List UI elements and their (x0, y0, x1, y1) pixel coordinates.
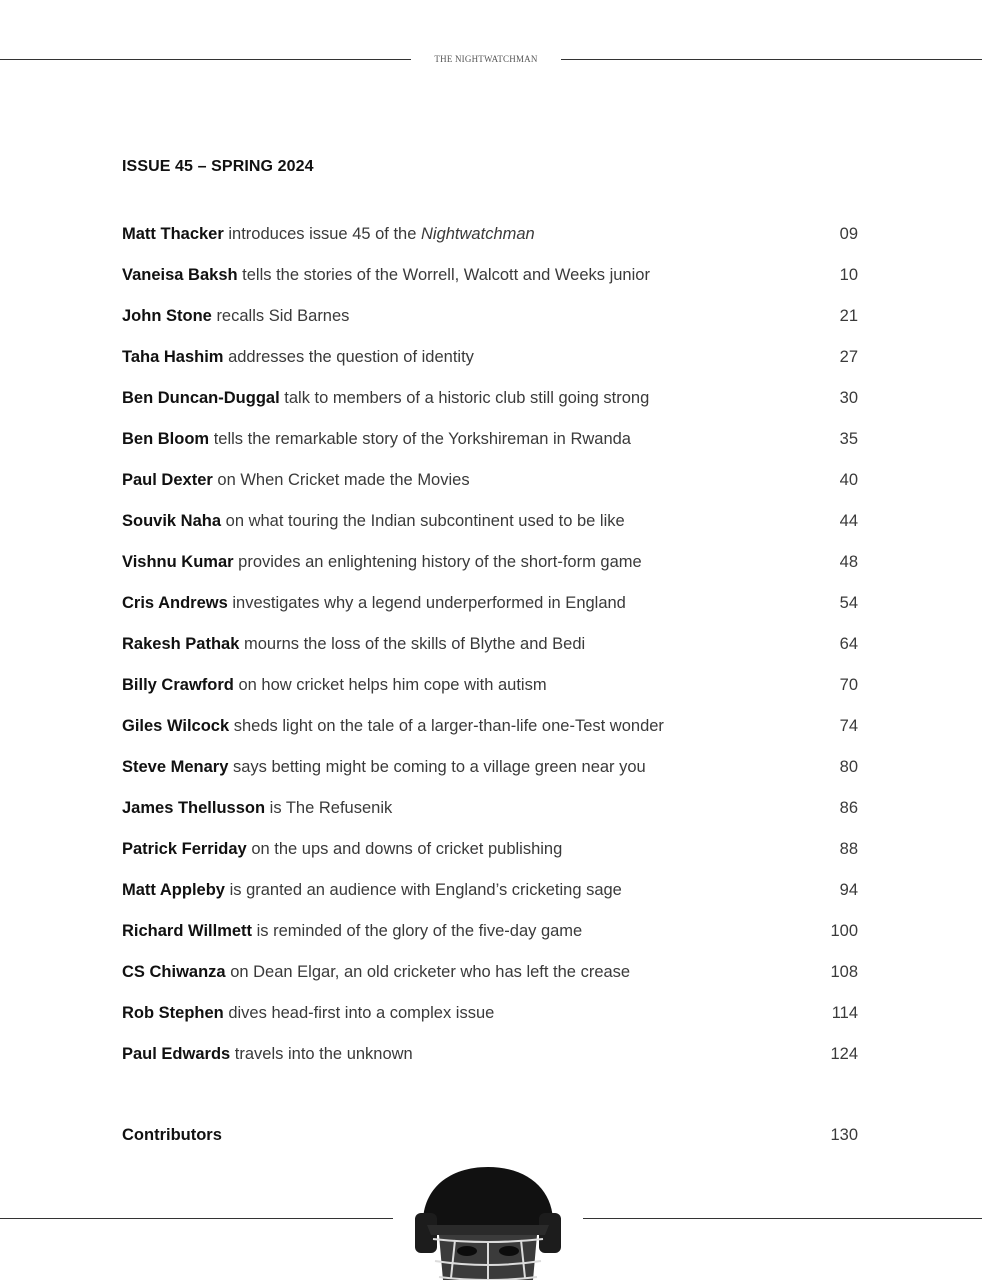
toc-author: Rob Stephen (122, 1004, 224, 1022)
toc-entry (122, 344, 474, 370)
toc-author: Paul Dexter (122, 471, 213, 489)
toc-page-number: 100 (830, 922, 858, 940)
toc-page-number: 48 (839, 553, 858, 571)
toc-author: Matt Thacker (122, 225, 224, 243)
toc-page-number: 44 (839, 512, 858, 530)
toc-entry (122, 1041, 413, 1067)
toc-page-number: 86 (839, 799, 858, 817)
toc-entry (122, 754, 646, 780)
toc-entry (122, 221, 535, 247)
toc-entry (122, 385, 649, 411)
toc-author: Vaneisa Baksh (122, 266, 238, 284)
toc-description: mourns the loss of the skills of Blythe and Bedi (244, 635, 586, 653)
running-header (0, 50, 982, 68)
toc-row[interactable] (122, 631, 858, 672)
toc-description: is granted an audience with England’s cricketing sage (229, 881, 622, 899)
toc-entry (122, 672, 547, 698)
contributors-label: Contributors (122, 1126, 222, 1144)
toc-row[interactable] (122, 590, 858, 631)
toc-row[interactable] (122, 754, 858, 795)
toc-author: Vishnu Kumar (122, 553, 234, 571)
toc-description: travels into the unknown (234, 1045, 413, 1063)
toc-row[interactable] (122, 795, 858, 836)
toc-row[interactable] (122, 549, 858, 590)
toc-description: tells the stories of the Worrell, Walcott and Weeks junior (242, 266, 650, 284)
toc-entry (122, 426, 631, 452)
toc-entry (122, 836, 562, 862)
toc-description: dives head-first into a complex issue (228, 1004, 495, 1022)
toc-row[interactable] (122, 385, 858, 426)
toc-author: CS Chiwanza (122, 963, 226, 981)
helmet-peak (427, 1225, 549, 1235)
batsman-eye-right (499, 1246, 519, 1256)
toc-author: John Stone (122, 307, 212, 325)
toc-author: Giles Wilcock (122, 717, 230, 735)
toc-page-number: 94 (839, 881, 858, 899)
toc-description: recalls Sid Barnes (216, 307, 350, 325)
toc-author: Rakesh Pathak (122, 635, 240, 653)
header-rule-left (0, 59, 411, 60)
toc-row[interactable] (122, 508, 858, 549)
toc-description: provides an enlightening history of the short-form game (238, 553, 642, 571)
toc-row[interactable] (122, 959, 858, 1000)
toc-row[interactable] (122, 221, 858, 262)
toc-description: on Dean Elgar, an old cricketer who has left the crease (230, 963, 631, 981)
toc-description: on what touring the Indian subcontinent used to be like (225, 512, 625, 530)
table-of-contents (122, 221, 858, 1082)
toc-author: Richard Willmett (122, 922, 253, 940)
toc-page-number: 88 (839, 840, 858, 858)
toc-description: says betting might be coming to a village green near you (232, 758, 646, 776)
toc-author: Ben Bloom (122, 430, 210, 448)
contributors-row[interactable] (122, 1122, 858, 1148)
toc-author: Matt Appleby (122, 881, 225, 899)
toc-author: Paul Edwards (122, 1045, 231, 1063)
toc-row[interactable] (122, 344, 858, 385)
toc-page-number: 40 (839, 471, 858, 489)
toc-italic-title: Nightwatchman (421, 225, 535, 243)
toc-description: introduces issue 45 of the (228, 225, 421, 243)
toc-entry (122, 467, 470, 493)
toc-entry (122, 795, 392, 821)
toc-page-number: 64 (839, 635, 858, 653)
toc-page-number: 21 (839, 307, 858, 325)
toc-description: tells the remarkable story of the Yorkshireman in Rwanda (213, 430, 631, 448)
toc-entry (122, 303, 349, 329)
toc-description: on the ups and downs of cricket publishing (251, 840, 563, 858)
toc-page-number: 30 (839, 389, 858, 407)
toc-author: Souvik Naha (122, 512, 222, 530)
toc-row[interactable] (122, 918, 858, 959)
toc-entry (122, 877, 622, 903)
toc-author: James Thellusson (122, 799, 266, 817)
toc-description: addresses the question of identity (228, 348, 474, 366)
toc-row[interactable] (122, 877, 858, 918)
toc-description: sheds light on the tale of a larger-than-life one-Test wonder (233, 717, 664, 735)
toc-row[interactable] (122, 467, 858, 508)
contributors-page-number: 130 (830, 1126, 858, 1144)
batsman-eye-left (457, 1246, 477, 1256)
toc-row[interactable] (122, 303, 858, 344)
toc-page-number: 114 (831, 1004, 858, 1022)
toc-row[interactable] (122, 672, 858, 713)
toc-page-number: 09 (839, 225, 858, 243)
toc-entry (122, 549, 642, 575)
toc-description: investigates why a legend underperformed in England (232, 594, 626, 612)
toc-author: Cris Andrews (122, 594, 228, 612)
toc-entry (122, 713, 664, 739)
toc-entry (122, 1000, 494, 1026)
toc-author: Patrick Ferriday (122, 840, 247, 858)
cricket-helmet-icon (393, 1165, 583, 1280)
toc-entry (122, 959, 630, 985)
toc-page-number: 124 (830, 1045, 858, 1063)
helmet-dome (423, 1167, 553, 1227)
toc-row[interactable] (122, 836, 858, 877)
toc-page-number: 74 (839, 717, 858, 735)
toc-author: Taha Hashim (122, 348, 224, 366)
toc-row[interactable] (122, 262, 858, 303)
toc-entry (122, 631, 585, 657)
toc-entry (122, 590, 626, 616)
toc-entry (122, 508, 625, 534)
toc-page-number: 80 (839, 758, 858, 776)
toc-page-number: 54 (839, 594, 858, 612)
running-title: THE NIGHTWATCHMAN (434, 54, 538, 64)
cricket-helmet-batsman-illustration (393, 1165, 583, 1280)
toc-author: Ben Duncan-Duggal (122, 389, 280, 407)
toc-entry (122, 262, 650, 288)
toc-description: on how cricket helps him cope with autism (238, 676, 547, 694)
toc-page-number: 10 (839, 266, 858, 284)
toc-description: is reminded of the glory of the five-day game (256, 922, 583, 940)
toc-description: talk to members of a historic club still going strong (284, 389, 650, 407)
toc-row[interactable] (122, 713, 858, 754)
toc-page-number: 35 (839, 430, 858, 448)
toc-page-number: 70 (839, 676, 858, 694)
toc-page-number: 27 (839, 348, 858, 366)
toc-author: Steve Menary (122, 758, 229, 776)
toc-row[interactable] (122, 426, 858, 467)
toc-page-number: 108 (830, 963, 858, 981)
toc-row[interactable] (122, 1041, 858, 1082)
toc-entry (122, 918, 582, 944)
issue-title: ISSUE 45 – SPRING 2024 (122, 158, 314, 175)
toc-row[interactable] (122, 1000, 858, 1041)
toc-description: on When Cricket made the Movies (217, 471, 470, 489)
header-rule-right (561, 59, 982, 60)
toc-author: Billy Crawford (122, 676, 234, 694)
toc-description: is The Refusenik (269, 799, 393, 817)
